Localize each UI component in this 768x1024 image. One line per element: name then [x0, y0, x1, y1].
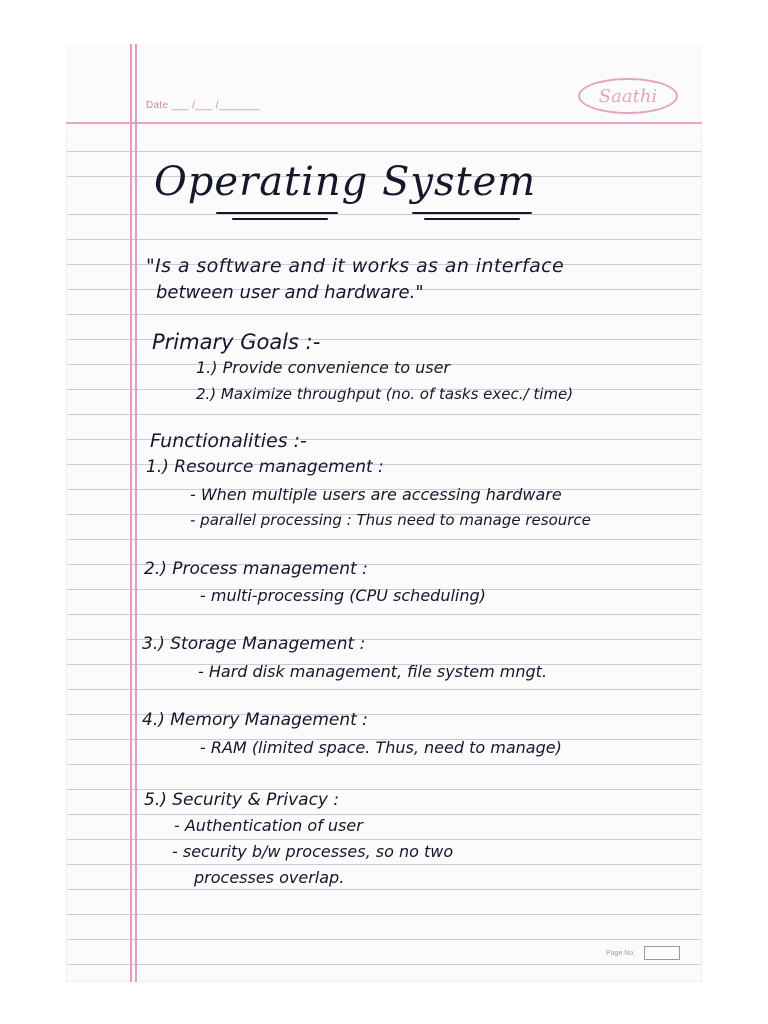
title-underline-2	[232, 218, 328, 220]
functionality-1-point-2: - parallel processing : Thus need to manage resource	[190, 511, 591, 529]
definition-line-2: between user and hardware."	[156, 282, 424, 303]
functionality-1-heading: 1.) Resource management :	[146, 457, 384, 477]
brand-name: Saathi	[598, 85, 658, 107]
functionality-2-heading: 2.) Process management :	[144, 559, 368, 579]
title-underline-3	[412, 212, 532, 214]
page-title: Operating System	[154, 159, 537, 205]
margin-line-inner	[135, 44, 137, 982]
title-underline-4	[424, 218, 520, 220]
goal-item-2: 2.) Maximize throughput (no. of tasks exec./ time)	[196, 385, 574, 403]
primary-goals-heading: Primary Goals :-	[152, 330, 321, 354]
title-underline-1	[216, 212, 338, 214]
goal-item-1: 1.) Provide convenience to user	[196, 358, 450, 377]
functionality-1-point-1: - When multiple users are accessing hardware	[190, 485, 562, 504]
notebook-page	[66, 44, 702, 982]
header-rule	[66, 122, 702, 124]
functionality-5-heading: 5.) Security & Privacy :	[144, 790, 340, 810]
functionality-5-point-1: - Authentication of user	[174, 816, 363, 835]
functionality-5-point-3: processes overlap.	[194, 868, 345, 887]
functionality-2-point-1: - multi-processing (CPU scheduling)	[200, 586, 486, 605]
page-number-box	[644, 946, 680, 960]
definition-line-1: "Is a software and it works as an interface	[146, 255, 565, 277]
page-number-label: Page No.	[606, 950, 636, 957]
brand-logo	[578, 78, 678, 114]
date-field: Date ___ /___ /_______	[146, 100, 260, 111]
functionalities-heading: Functionalities :-	[150, 430, 307, 452]
functionality-5-point-2: - security b/w processes, so no two	[172, 842, 454, 861]
functionality-3-heading: 3.) Storage Management :	[142, 634, 366, 654]
functionality-3-point-1: - Hard disk management, file system mngt.	[198, 662, 548, 681]
margin-line-outer	[130, 44, 132, 982]
functionality-4-point-1: - RAM (limited space. Thus, need to manage)	[200, 738, 562, 757]
functionality-4-heading: 4.) Memory Management :	[142, 710, 368, 730]
